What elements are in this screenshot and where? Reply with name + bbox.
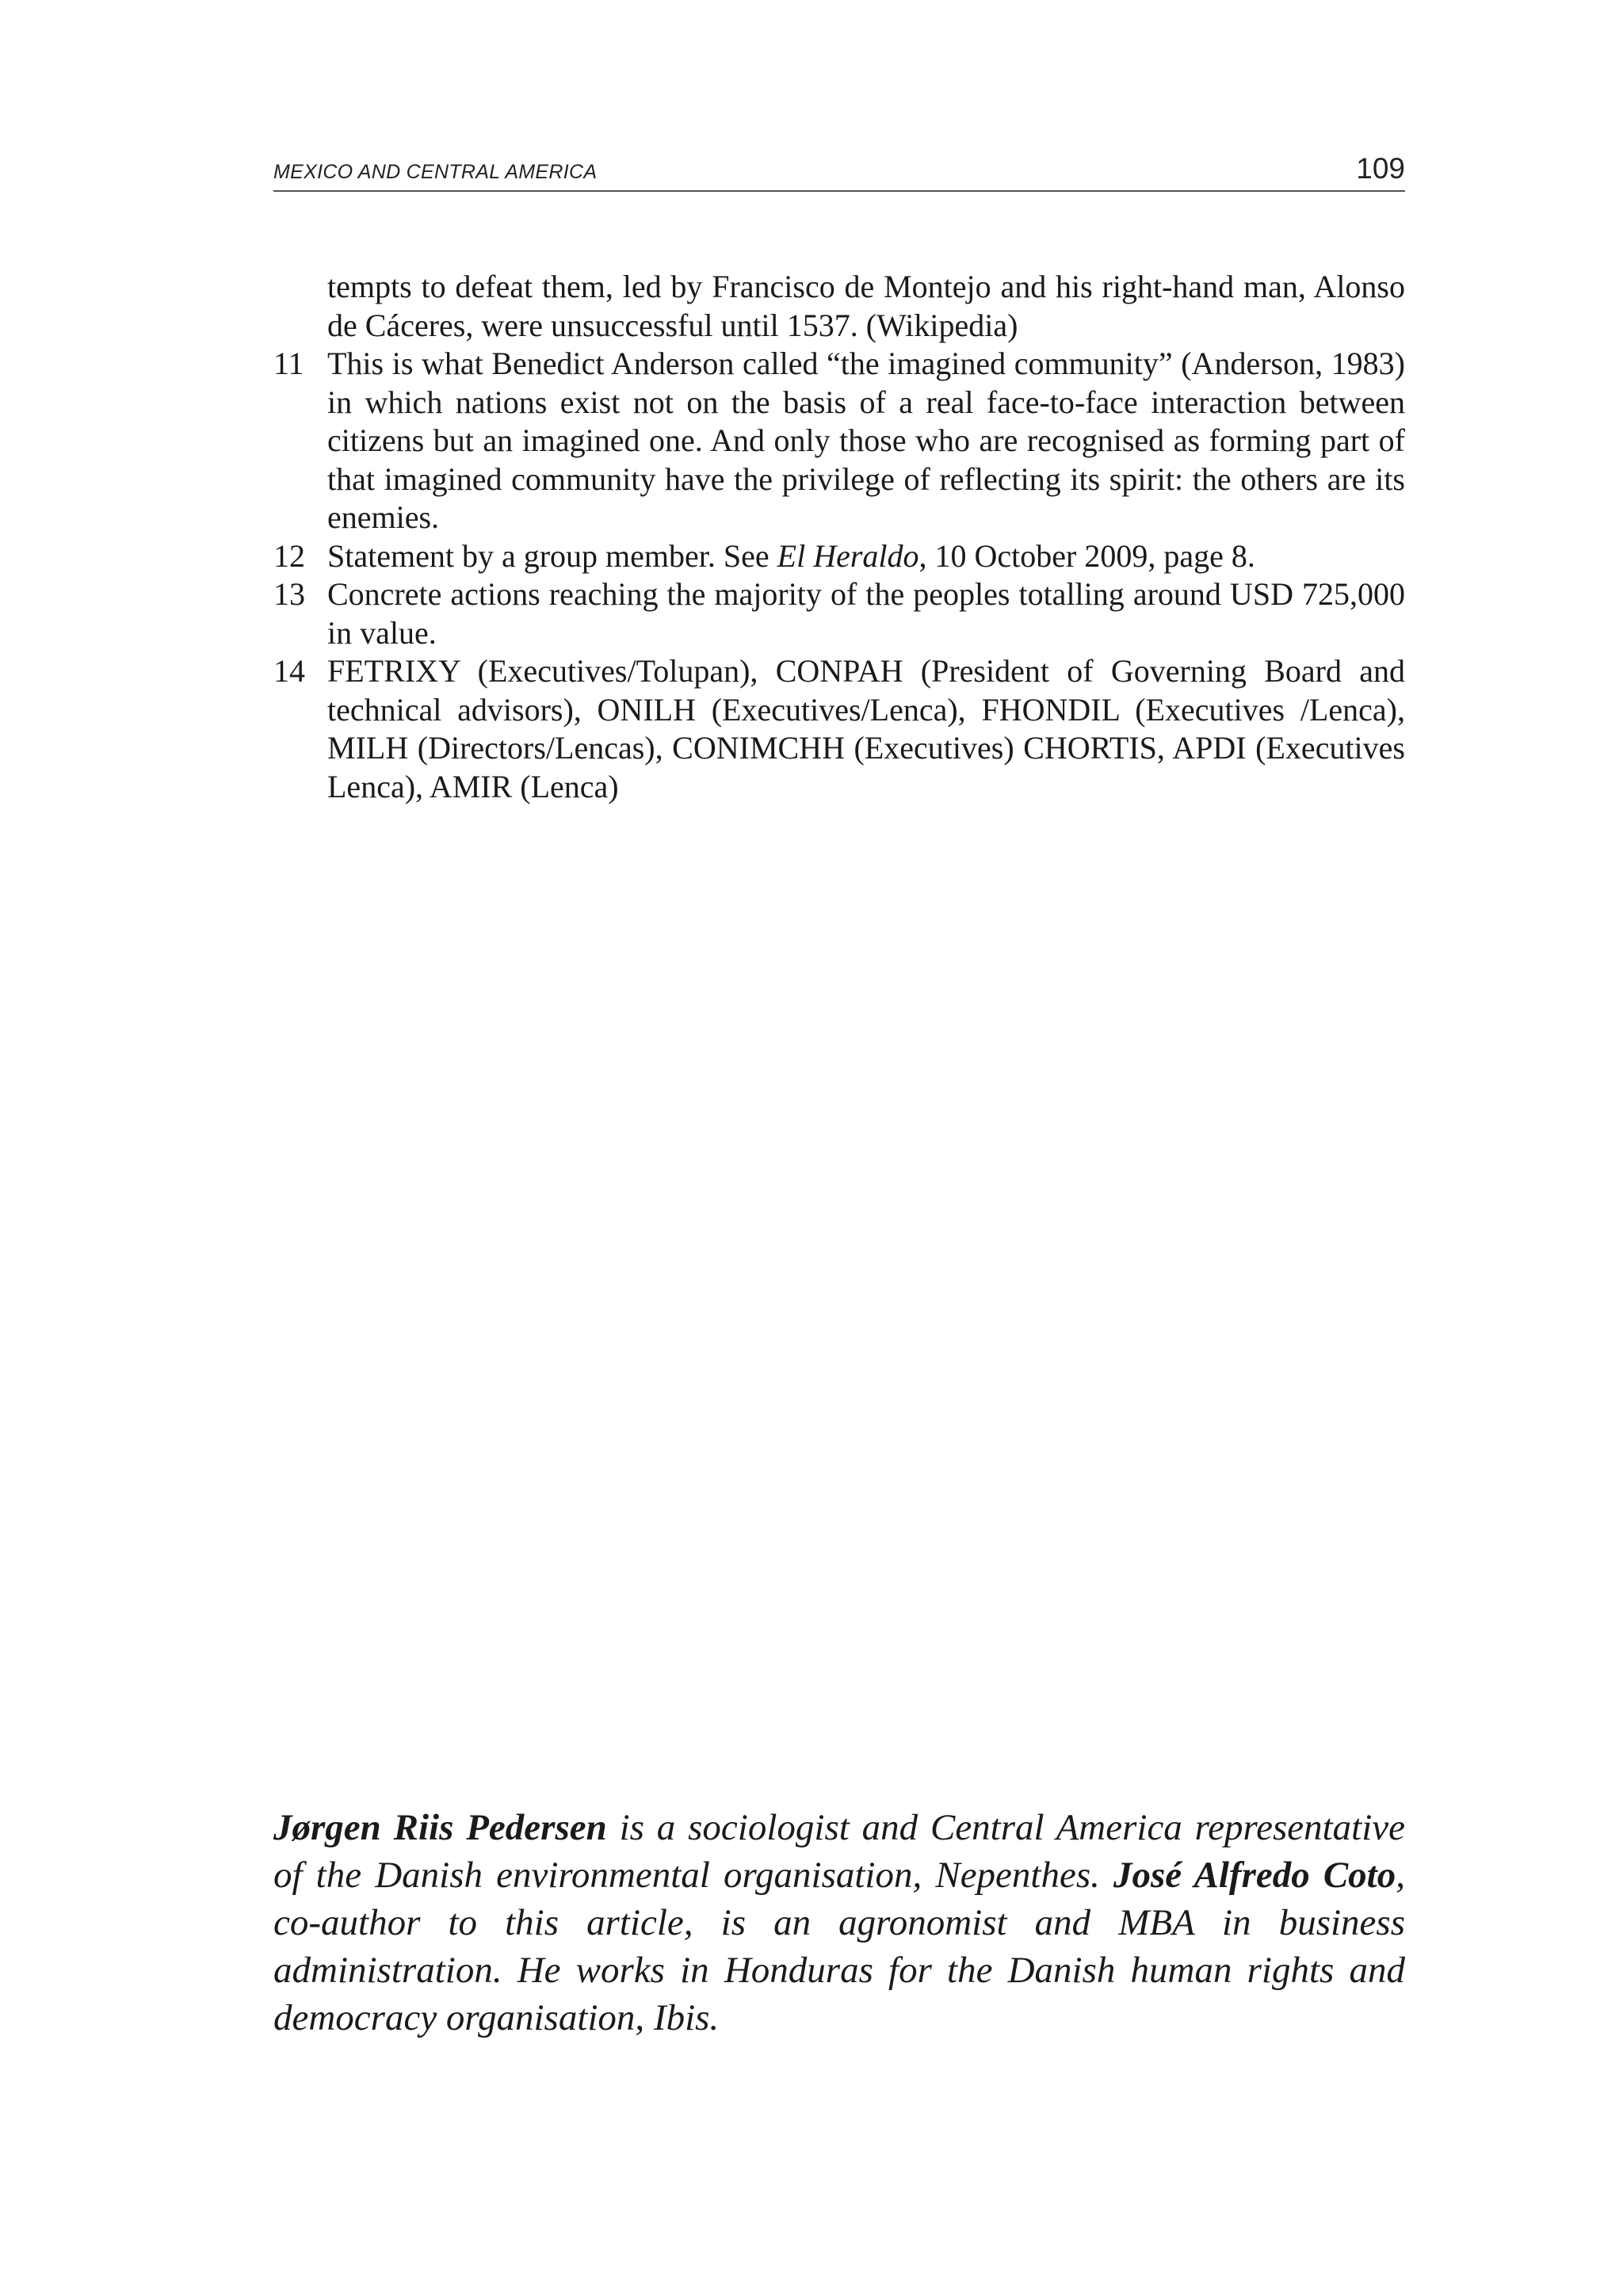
endnote-text-segment: , 10 October 2009, page 8. (918, 537, 1255, 574)
endnote-number: 11 (273, 346, 304, 381)
running-header (273, 152, 1405, 192)
endnote-continuation (273, 268, 1405, 345)
page-number: 109 (1356, 152, 1405, 185)
author-bio (273, 1804, 1405, 2042)
endnote-11 (273, 345, 1405, 537)
publication-title: El Heraldo (777, 537, 919, 574)
bio-text: is a sociologist and Central America representative of the Danish environmental organisation, Nepenthes. (273, 1807, 1406, 1896)
endnote-text: This is what Benedict Anderson called “the imagined community” (Anderson, 1983) in which nations exist not on the basis of a real face-to-face interaction between citizens but an imagined one. And only those who are recognised as forming part of that imagined community have the privilege of reflecting its spirit: the others are its enemies. (327, 346, 1405, 535)
endnote-12 (273, 537, 1405, 576)
author-name: José Alfredo Coto (1113, 1855, 1396, 1896)
running-title: MEXICO AND CENTRAL AMERICA (273, 161, 598, 183)
bio-text: , co-author to this article, is an agronomist and MBA in business administration. He works in Honduras for the Danish human rights and democracy organisation, Ibis. (273, 1855, 1405, 2038)
endnote-text: FETRIXY (Executives/Tolupan), CONPAH (President of Governing Board and technical advisors), ONILH (Executives/Lenca), FHONDIL (Executives /Lenca), MILH (Directors/Lencas), CONIMCHH (Executives) CHORTIS, APDI (Executives Lenca), AMIR (Lenca) (327, 653, 1405, 804)
endnote-number: 13 (273, 576, 305, 612)
endnote-13 (273, 575, 1405, 652)
endnote-14 (273, 652, 1405, 806)
endnote-text (327, 537, 1405, 576)
endnote-text: Concrete actions reaching the majority of the peoples totalling around USD 725,000 in value. (327, 576, 1405, 651)
endnote-number: 14 (273, 653, 305, 689)
endnote-text: tempts to defeat them, led by Francisco de Montejo and his right-hand man, Alonso de Cáceres, were unsuccessful until 1537. (Wikipedia) (327, 269, 1405, 343)
author-name: Jørgen Riis Pedersen (273, 1807, 607, 1848)
endnote-text-segment: Statement by a group member. See (327, 537, 777, 574)
endnote-number: 12 (273, 537, 305, 574)
endnotes (273, 268, 1405, 806)
